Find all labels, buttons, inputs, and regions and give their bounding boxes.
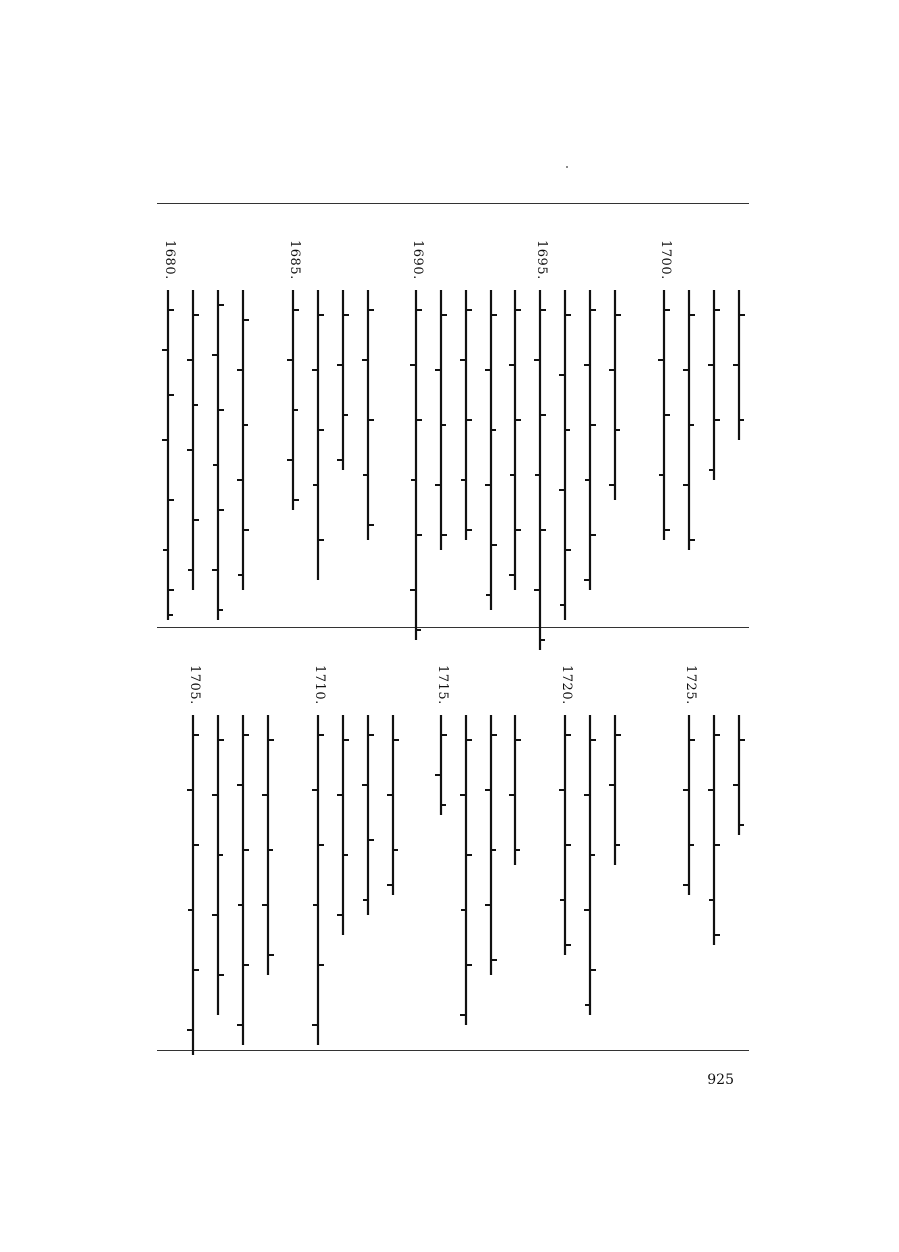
- script-column: [507, 290, 525, 710]
- script-column: [557, 715, 575, 1135]
- script-column: [532, 290, 550, 710]
- script-column: [433, 290, 451, 710]
- script-column: [582, 290, 600, 710]
- script-column: [706, 290, 724, 710]
- script-column: [681, 715, 699, 1135]
- script-column: [335, 290, 353, 710]
- script-column: [260, 715, 278, 1135]
- script-column: [582, 715, 600, 1135]
- script-column: [731, 290, 749, 710]
- top-rule: [157, 203, 749, 204]
- verse-block-bottom: [155, 665, 755, 1065]
- line-number: 1685.: [287, 240, 302, 280]
- script-column: [458, 715, 476, 1135]
- script-column: [335, 715, 353, 1135]
- script-column: [458, 290, 476, 710]
- script-column: [210, 290, 228, 710]
- line-number: 1705.: [187, 665, 202, 705]
- script-column: [160, 290, 178, 710]
- script-column: [235, 290, 253, 710]
- script-column: [235, 715, 253, 1135]
- line-number: 1680.: [162, 240, 177, 280]
- script-column: [607, 290, 625, 710]
- script-column: [656, 290, 674, 710]
- script-column: [607, 715, 625, 1135]
- script-column: [408, 290, 426, 710]
- script-column: [483, 290, 501, 710]
- line-number: 1690.: [410, 240, 425, 280]
- script-column: [385, 715, 403, 1135]
- verse-block-top: [155, 240, 755, 640]
- script-column: [310, 290, 328, 710]
- line-number: 1715.: [435, 665, 450, 705]
- script-column: [557, 290, 575, 710]
- script-column: [483, 715, 501, 1135]
- script-column: [310, 715, 328, 1135]
- line-number: 1725.: [683, 665, 698, 705]
- line-number: 1700.: [658, 240, 673, 280]
- script-column: [185, 715, 203, 1135]
- scan-speck: [566, 166, 568, 168]
- line-number: 1695.: [534, 240, 549, 280]
- line-number: 1710.: [312, 665, 327, 705]
- script-column: [360, 290, 378, 710]
- script-column: [210, 715, 228, 1135]
- page-number: 925: [707, 1072, 734, 1088]
- line-number: 1720.: [559, 665, 574, 705]
- script-column: [285, 290, 303, 710]
- script-column: [360, 715, 378, 1135]
- script-column: [433, 715, 451, 1135]
- script-column: [507, 715, 525, 1135]
- script-column: [681, 290, 699, 710]
- script-column: [185, 290, 203, 710]
